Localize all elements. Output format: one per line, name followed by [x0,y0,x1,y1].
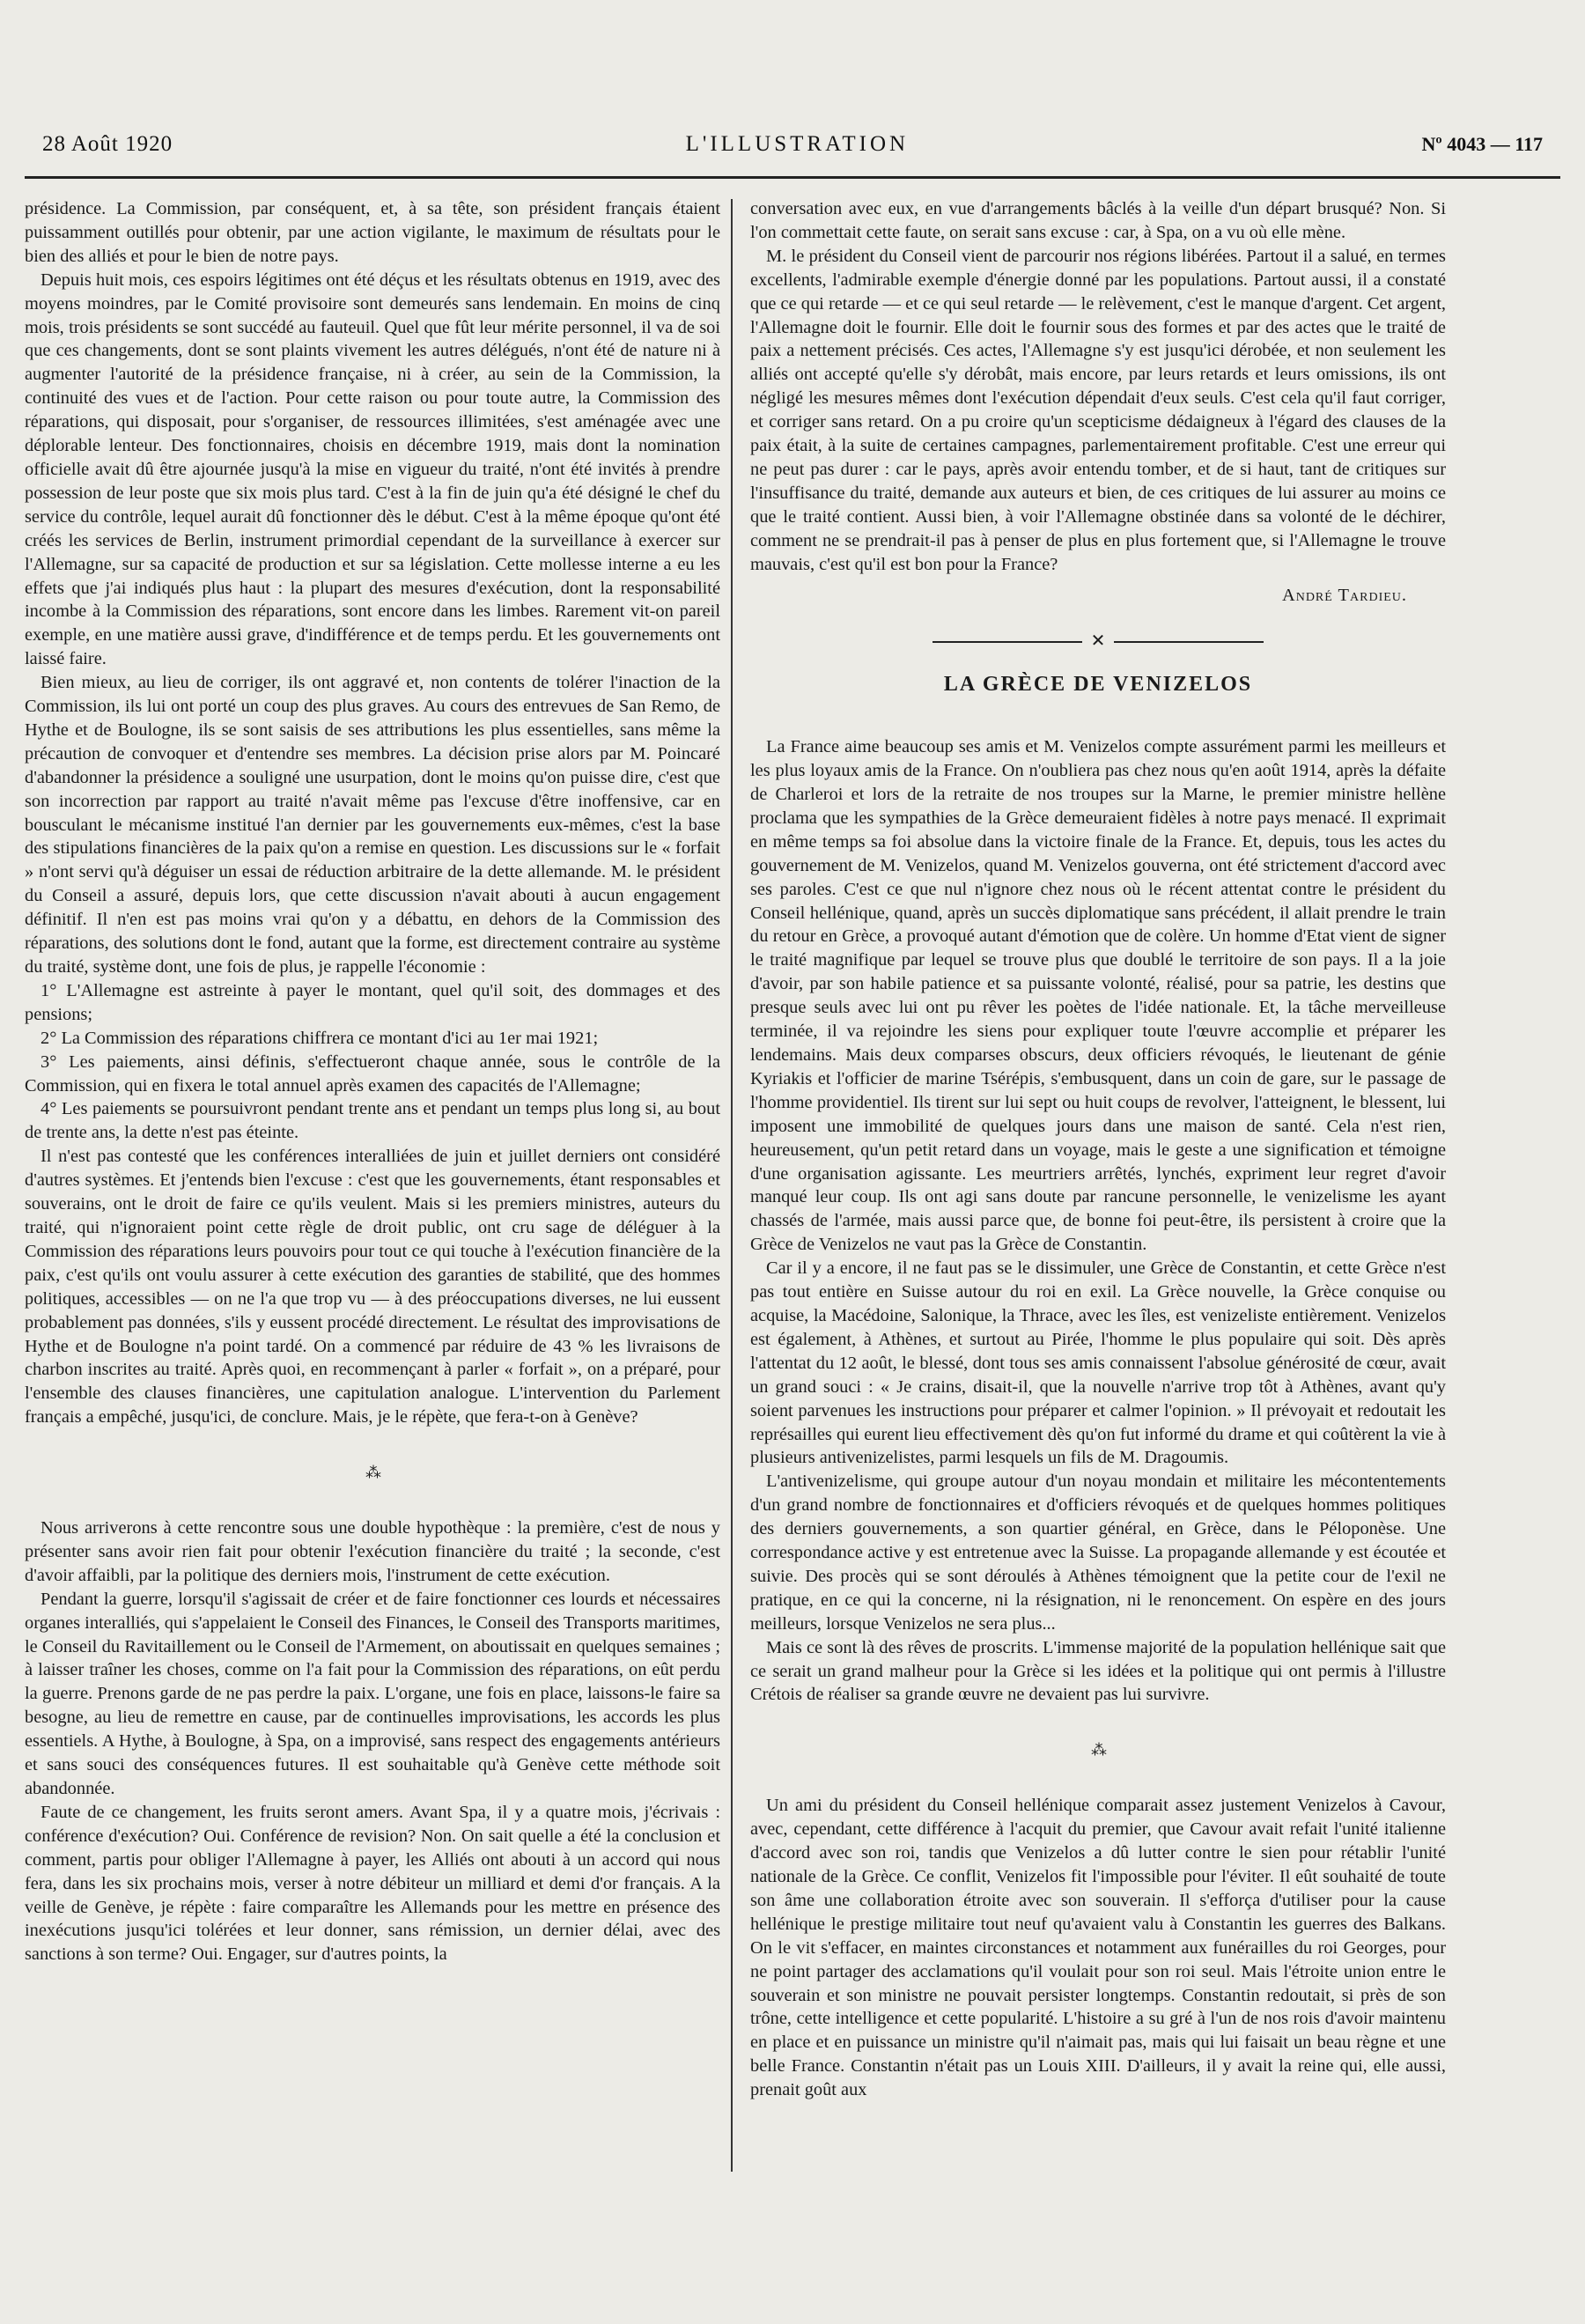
issue-number: Nº 4043 — 117 [1421,133,1543,155]
paragraph: La France aime beaucoup ses amis et M. Venizelos compte assurément parmi les meilleurs et les plus loyaux amis de la France. On n'oubliera pas chez nous qu'en août 1914, après la défaite de Charleroi et lors de la retraite de nos troupes sur la Marne, le premier ministre hellène proclama que les sympathies de la Grèce demeuraient fidèles à notre pays menacé. Il exprimait en même temps sa foi absolue dans la victoire finale de la France. Et, depuis, tous les actes du gouvernement de M. Venizelos, quand M. Venizelos gouverna, ont été strictement d'accord avec ses paroles. C'est ce que nul n'ignore chez nous où le récent attentat contre le président du Conseil hellénique, quand, après un succès diplomatique sans précédent, il allait prendre le train du retour en Grèce, a provoqué autant d'émotion que de colère. Un homme d'Etat vient de signer le traité magnifique par lequel se trouve plus que doublé le territoire de son pays. Il a la joie d'avoir, par son habile patience et sa puissante volonté, réalisé, pour sa patrie, les destins que presque seuls avec lui ont pu rêver les poètes de l'idée nationale. Et, la tâche merveilleuse terminée, il va rejoindre les siens pour expliquer toute l'œuvre accomplie et préparer les lendemains. Mais deux comparses obscurs, deux officiers révoqués, le lieutenant de génie Kyriakis et l'officier de marine Tsérépis, s'embusquent, dans un coin de gare, sur le passage de l'homme providentiel. Ils tirent sur lui sept ou huit coups de revolver, l'atteignent, le blessent, lui imposent une immobilité de quelques jours dans une maison de santé. Cela n'est rien, heureusement, qu'un petit retard dans un voyage, mais le geste a une signification et témoigne d'une organisation agissante. Les meurtriers arrêtés, lynchés, expriment leur regret d'avoir manqué leur coup. Ils ont agi sans doute par rancune personnelle, le venizelisme les ayant chassés de l'armée, mais aussi parce que, de bonne foi peut-être, ils persistent à croire que la Grèce de Venizelos ne vaut pas la Grèce de Constantin. [750,737,1446,1255]
paragraph: Bien mieux, au lieu de corriger, ils ont aggravé et, non contents de tolérer l'inaction de la Commission, ils lui ont porté un coup des plus graves. Au cours des entrevues de San Remo, de Hythe et de Boulogne, ils se sont saisis de ses attributions les plus essentielles, sans même la précaution de convoquer et d'entendre ses membres. La décision prise alors par M. Poincaré d'abandonner la présidence a souligné une usurpation, dont le moins qu'on puisse dire, c'est que son incorrection par rapport au traité n'avait même pas l'excuse d'être inoffensive, car en bousculant le mécanisme institué l'an dernier par les gouvernements eux-mêmes, c'est la base des stipulations financières de la paix qu'on a remise en question. Les discussions sur le « forfait » n'ont servi qu'à déguiser un essai de réduction arbitraire de la dette allemande. M. le président du Conseil a assuré, depuis lors, que cette discussion n'avait abouti à aucun engagement définitif. Il n'en est pas moins vrai qu'on y a débattu, en dehors de la Commission des réparations, des solutions dont le fond, autant que la forme, est directement contraire au système du traité, système dont, une fois de plus, je rappelle l'économie : [25,673,720,977]
paragraph: Car il y a encore, il ne faut pas se le dissimuler, une Grèce de Constantin, et cette Grèce n'est pas tout entière en Suisse autour du roi en exil. La Grèce nouvelle, la Grèce conquise ou acquise, la Macédoine, Salonique, la Thrace, avec les îles, est venizeliste entièrement. Venizelos est également, à Athènes, et surtout au Pirée, l'homme le plus populaire qui soit. Dès après l'attentat du 12 août, le blessé, dont tous ses amis connaissent l'absolue générosité de cœur, avait un grand souci : « Je crains, disait-il, que la nouvelle n'arrive trop tôt à Athènes, avant qu'y soient parvenues les instructions pour préparer et calmer l'opinion. » Il prévoyait et redoutait les représailles qui eurent lieu effectivement dès qu'on fut informé du drame et qui coûtèrent la vie à plusieurs antivenizelistes, parmi lesquels un fils de M. Dragoumis. [750,1258,1446,1468]
paragraph: Un ami du président du Conseil hellénique comparait assez justement Venizelos à Cavour, avec, cependant, cette différence à l'acquit du premier, que Cavour avait refait l'unité italienne d'accord avec son roi, tandis que Venizelos a dû lutter contre le sien pour rétablir l'unité nationale de la Grèce. Ce conflit, Venizelos fit l'impossible pour l'éviter. Il eût souhaité de toute son âme une collaboration étroite avec son souverain. Il s'efforça d'utiliser pour la cause hellénique le prestige militaire tout neuf qu'avaient valu à Constantin les guerres des Balkans. On le vit s'effacer, en maintes circonstances et notamment aux funérailles du roi Georges, pour ne point partager des acclamations qu'il voulait pour son roi seul. Mais l'étroite union entre le souverain et son ministre ne pouvait persister longtemps. Constantin redoutait, si près de son trône, cette intelligence et cette popularité. L'histoire a su gré à l'un de nos rois d'avoir maintenu en place et en puissance un ministre qu'il n'aimait pas, mais qui lui faisait un beau règne et une belle France. Constantin n'était pas un Louis XIII. D'ailleurs, il y avait la reine qui, elle aussi, prenait goût aux [750,1796,1446,2100]
paragraph: Il n'est pas contesté que les conférences interalliées de juin et juillet derniers ont considéré d'autres systèmes. Et j'entends bien l'excuse : c'est que les gouvernements, étant responsables et souverains, ont le droit de faire ce qu'ils veulent. Mais si les premiers ministres, auteurs du traité, qui n'ignoraient point cette règle de droit public, ont cru sage de déléguer à la Commission des réparations leurs pouvoirs pour tout ce qui touche à l'exécution financière de la paix, c'est qu'ils ont voulu assurer à cette exécution des garanties de stabilité, que des hommes politiques, accessibles — on ne l'a que trop vu — à des préoccupations diverses, ne lui eussent probablement pas données, s'ils y eussent procédé directement. Le résultat des improvisations de Hythe et de Boulogne n'a point tardé. On a commencé par réduire de 43 % les livraisons de charbon inscrites au traité. Après quoi, en recommençant à parler « forfait », on a préparé, pour l'ensemble des clauses financières, une capitulation analogue. L'intervention du Parlement français a empêché, jusqu'ici, de conclure. Mais, je le répète, que fera-t-on à Genève? [25,1147,720,1428]
paragraph: Nous arriverons à cette rencontre sous une double hypothèque : la première, c'est de nous y présenter sans avoir rien fait pour obtenir l'exécution financière du traité ; la seconde, c'est d'avoir affaibli, par la politique des derniers mois, l'instrument de cette exécution. [25,1518,720,1585]
paragraph: présidence. La Commission, par conséquent, et, à sa tête, son président français étaient puissamment outillés pour obtenir, par une action vigilante, le maximum de résultats pour le bien des alliés et pour le bien de notre pays. [25,199,720,266]
column-separator [731,199,733,2172]
list-item: 4° Les paiements se poursuivront pendant trente ans et pendant un temps plus long si, au bout de trente ans, la dette n'est pas éteinte. [25,1099,720,1143]
paragraph: Mais ce sont là des rêves de proscrits. L'immense majorité de la population hellénique sait que ce serait un grand malheur pour la Grèce si les idées et la politique qui ont permis à l'illustre Crétois de réaliser sa grande œuvre ne devaient pas lui survivre. [750,1637,1446,1705]
issue-date: 28 Août 1920 [42,132,173,156]
section-divider [750,630,1446,653]
paragraph: Depuis huit mois, ces espoirs légitimes ont été déçus et les résultats obtenus en 1919, avec des moyens moindres, par le Comité provisoire sont demeurés sans lendemain. En moins de cinq mois, trois présidents se sont succédé au fauteuil. Quel que fût leur mérite personnel, il va de soi que ces changements, dont se sont plaints vivement les autres délégués, n'ont été de nature ni à augmenter l'autorité de la présidence française, ni à créer, au sein de la Commission, la continuité des vues et de l'action. Pour cette raison ou pour toute autre, la Commission des réparations, qui disposait, pour s'organiser, de ressources illimitées, s'est aménagée avec une déplorable lenteur. Des fonctionnaires, choisis en décembre 1919, mais dont la nomination officielle avait dû être ajournée jusqu'à la mise en vigueur du traité, n'ont été invités à prendre possession de leur poste que six mois plus tard. C'est à la fin de juin qu'a été désigné le chef du service du contrôle, lequel aurait dû fonctionner dès le début. C'est à la même époque qu'ont été créés les services de Berlin, instrument primordial cependant de la surveillance à exercer sur l'Allemagne, sur sa capacité de production et sur sa législation. Cette mollesse interne a eu les effets que j'ai indiqués plus haut : la plupart des mesures d'exécution, dont la responsabilité incombe à la Commission des réparations, sont encore dans les limbes. Rarement vit-on pareil exemple, en une matière aussi grave, d'indifférence et de temps perdu. Et les gouvernements ont laissé faire. [25,269,720,669]
publication-title: L'ILLUSTRATION [685,132,910,156]
asterism-ornament: ⁂ [1091,1741,1105,1760]
divider-ornament-icon: ✕ [1090,631,1106,652]
paragraph: Pendant la guerre, lorsqu'il s'agissait de créer et de faire fonctionner ces lourds et nécessaires organes interalliés, qui s'appelaient le Conseil des Finances, le Conseil des Transports maritimes, le Conseil du Ravitaillement ou le Conseil de l'Armement, on aboutissait en quelques semaines ; à laisser traîner les choses, comme on l'a fait pour la Commission des réparations, on eût perdu la guerre. Prenons garde de ne pas perdre la paix. L'organe, une fois en place, laissons-le faire sa besogne, au lieu de remettre en cause, par de continuelles improvisations, les accords les plus essentiels. A Hythe, à Boulogne, à Spa, on a improvisé, sans respect des engagements antérieurs et sans souci des conséquences futures. Il est souhaitable qu'à Genève cette méthode soit abandonnée. [25,1589,720,1798]
header-rule [25,176,1560,179]
paragraph: M. le président du Conseil vient de parcourir nos régions libérées. Partout il a salué, en termes excellents, l'admirable exemple d'énergie donné par les populations. Partout aussi, il a constaté que ce qui retarde — et ce qui seul retarde — le relèvement, c'est le manque d'argent. Cet argent, l'Allemagne doit le fournir. Elle doit le fournir sous des formes et par des actes que le traité de paix a nettement précisés. Ces actes, l'Allemagne s'y est jusqu'ici dérobée, et non seulement les alliés ont accepté qu'elle s'y dérobât, mais encore, par leurs retards et leurs omissions, ils ont négligé les mesures mêmes dont l'exécution dépendait d'eux seuls. C'est cela qu'il faut corriger, et corriger sans retard. On a pu croire qu'un scepticisme dédaigneux à l'égard des clauses de la paix était, à la suite de certaines campagnes, parlementairement profitable. C'est une erreur qui ne peut pas durer : car le pays, après avoir entendu tomber, et de si haut, tant de critiques sur l'insuffisance du traité, demande aux auteurs et bien, de ces critiques de lui assurer au moins ce que le traité contient. Aussi bien, à voir l'Allemagne obstinée dans sa volonté de le déchirer, comment ne se prendrait-il pas à penser de plus en plus fortement que, si l'Allemagne le trouve mauvais, c'est qu'il est bon pour la France? [750,246,1446,574]
paragraph: Faute de ce changement, les fruits seront amers. Avant Spa, il y a quatre mois, j'écrivais : conférence d'exécution? Oui. Conférence de revision? Non. On sait quelle a été la conclusion et comment, partis pour obliger l'Allemagne à payer, les Alliés ont abouti à un accord qui nous fera, dans les six prochains mois, verser à notre débiteur un milliard et demi d'or français. A la veille de Genève, je répète : faire comparaître les Allemands pour les mettre en présence des inexécutions jusqu'ici tolérées et leur donner, sans rémission, un dernier délai, avec des sanctions à son terme? Oui. Engager, sur d'autres points, la [25,1802,720,1965]
asterism-ornament: ⁂ [365,1464,380,1482]
section-title: LA GRÈCE DE VENIZELOS [943,673,1253,697]
list-item: 1° L'Allemagne est astreinte à payer le montant, quel qu'il soit, des dommages et des pensions; [25,980,720,1024]
list-item: 2° La Commission des réparations chiffrera ce montant d'ici au 1er mai 1921; [41,1028,599,1048]
left-column [25,197,720,1966]
divider-line [1114,641,1264,643]
divider-line [933,641,1082,643]
list-item: 3° Les paiements, ainsi définis, s'effectueront chaque année, sous le contrôle de la Commission, qui en fixera le total annuel après examen des capacités de l'Allemagne; [25,1051,720,1096]
paragraph: conversation avec eux, en vue d'arrangements bâclés à la veille d'un départ brusqué? Non. Si l'on commettait cette faute, on serait sans excuse : car, à Spa, on a vu où elle mène. [750,199,1446,242]
right-column [750,197,1446,2102]
paragraph: L'antivenizelisme, qui groupe autour d'un noyau mondain et militaire les mécontentements d'un grand nombre de fonctionnaires et d'officiers révoqués et de quelques hommes politiques des derniers gouvernements, a son quartier général, en Grèce, dans le Péloponèse. Une correspondance active y est entretenue avec la Suisse. La propagande allemande y est écoutée et suivie. Des procès qui se sont déroulés à Athènes témoignent que la petite cour de l'exil ne pratique, en ce qui la concerne, ni la résignation, ni le renoncement. On espère en des jours meilleurs, lorsque Venizelos ne sera plus... [750,1472,1446,1634]
author-signature: André Tardieu. [1281,585,1407,605]
page-header [42,132,1543,167]
